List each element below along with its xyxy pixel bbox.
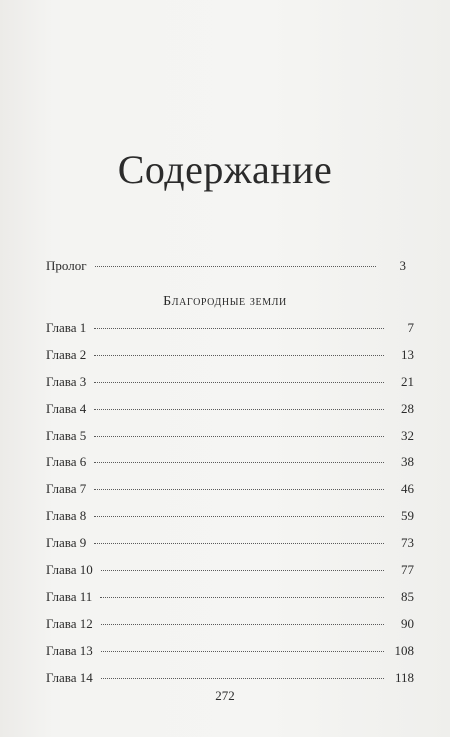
dot-leader <box>94 436 384 437</box>
toc-entry <box>46 320 414 347</box>
toc-entry-label: Глава 14 <box>46 669 93 685</box>
toc-entry <box>46 401 414 428</box>
toc-entry-page: 118 <box>394 669 414 685</box>
toc-entry-label: Глава 1 <box>46 320 87 335</box>
toc-entry-label: Глава 13 <box>46 642 93 658</box>
toc-entry <box>46 589 414 616</box>
toc-entry-page: 13 <box>401 346 414 362</box>
toc-entry-page: 73 <box>401 535 414 551</box>
toc-entry-page: 21 <box>401 373 414 389</box>
toc-entry-page: 32 <box>401 427 414 443</box>
toc-entry-label: Глава 12 <box>46 615 93 631</box>
dot-leader <box>94 543 384 544</box>
toc-entry-label: Глава 7 <box>46 481 87 497</box>
toc-entry-label: Глава 2 <box>46 346 87 362</box>
toc-entry <box>46 562 414 589</box>
toc-entry <box>46 454 414 481</box>
dot-leader <box>101 570 384 571</box>
toc-entry-label: Глава 5 <box>46 427 87 443</box>
toc-entry <box>46 428 414 455</box>
dot-leader <box>94 489 384 490</box>
dot-leader <box>101 651 384 652</box>
toc-entry <box>46 616 414 643</box>
toc-entry-page: 59 <box>401 508 414 524</box>
section-title: Благородные земли <box>163 294 287 309</box>
dot-leader <box>101 624 384 625</box>
toc-entry-page: 85 <box>401 588 414 604</box>
dot-leader <box>94 355 384 356</box>
toc-entry <box>46 643 414 670</box>
toc-entry-page: 77 <box>401 562 414 578</box>
toc-entry <box>46 481 414 508</box>
toc-entry-label: Глава 10 <box>46 562 93 578</box>
toc-entry-label: Пролог <box>46 258 87 273</box>
dot-leader <box>94 516 384 517</box>
toc-prologue <box>46 258 406 278</box>
dot-leader <box>94 328 384 329</box>
toc-entry-page: 3 <box>399 258 406 273</box>
toc-entry-page: 90 <box>401 615 414 631</box>
dot-leader <box>94 462 384 463</box>
dot-leader <box>100 597 384 598</box>
dot-leader <box>94 382 384 383</box>
toc-entry-label: Глава 3 <box>46 373 87 389</box>
toc-entry-label: Глава 8 <box>46 508 87 524</box>
dot-leader <box>94 409 384 410</box>
dot-leader <box>101 678 384 679</box>
toc-entry-page: 108 <box>394 642 414 658</box>
toc-entry-label: Глава 6 <box>46 454 87 470</box>
toc-entry <box>46 347 414 374</box>
toc-list <box>46 320 414 696</box>
toc-entry <box>46 535 414 562</box>
toc-entry <box>46 374 414 401</box>
toc-entry-label: Глава 9 <box>46 535 87 551</box>
toc-entry-page: 28 <box>401 400 414 416</box>
dot-leader <box>95 266 376 267</box>
toc-entry <box>46 508 414 535</box>
page-title: Содержание <box>117 147 333 192</box>
toc-entry-label: Глава 4 <box>46 400 87 416</box>
toc-entry-label: Глава 11 <box>46 588 93 604</box>
toc-entry-page: 38 <box>401 454 414 470</box>
toc-entry <box>46 258 406 278</box>
toc-entry-page: 46 <box>401 481 414 497</box>
page-number: 272 <box>215 688 235 703</box>
toc-entry-page: 7 <box>407 320 414 335</box>
